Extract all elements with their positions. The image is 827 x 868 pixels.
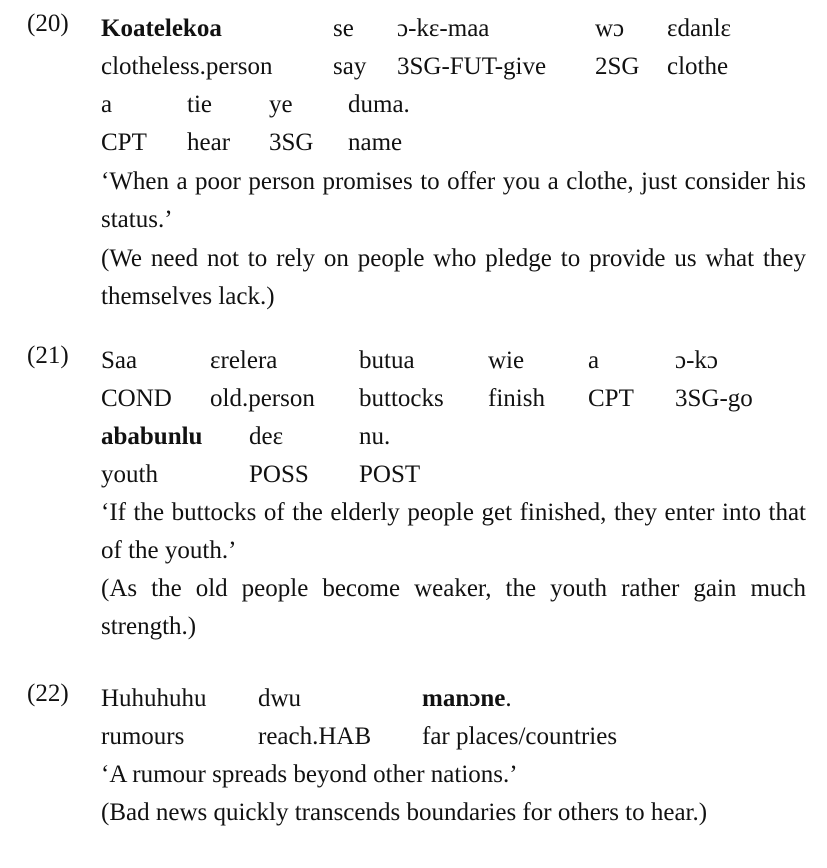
source-word: nu.: [359, 423, 391, 450]
gloss-word: POSS: [249, 461, 309, 488]
source-word: ɔ-kɔ: [675, 347, 719, 374]
gloss-word: finish: [488, 385, 545, 412]
source-word: wie: [488, 347, 525, 374]
gloss-word: CPT: [101, 129, 147, 156]
gloss-word: 2SG: [595, 53, 640, 80]
source-word-bold: ababunlu: [101, 423, 203, 450]
example-number: (22): [27, 680, 69, 707]
source-word-bold: Koatelekoa: [101, 15, 222, 42]
gloss-word: 3SG-FUT-give: [397, 53, 547, 80]
source-word: wɔ: [595, 15, 625, 42]
gloss-word: reach.HAB: [258, 723, 372, 750]
source-word: a: [101, 91, 113, 118]
source-word: Saa: [101, 347, 138, 374]
gloss-word: far places/countries: [422, 723, 618, 750]
gloss-word: clothe: [667, 53, 729, 80]
source-word: tie: [187, 91, 212, 118]
sentence-period: .: [505, 685, 512, 712]
source-word: butua: [359, 347, 415, 374]
source-word: Huhuhuhu: [101, 685, 207, 712]
source-word: a: [588, 347, 600, 374]
gloss-word: name: [348, 129, 403, 156]
explanation: (We need not to rely on people who pledge to provide us what they themselves lack.): [101, 245, 806, 310]
explanation: (As the old people become weaker, the youth rather gain much strength.): [101, 575, 806, 640]
gloss-word: 3SG: [269, 129, 314, 156]
free-translation: ‘When a poor person promises to offer you a clothe, just consider his status.’: [101, 168, 806, 233]
source-word: duma.: [348, 91, 410, 118]
source-word: ɔ-kɛ-maa: [397, 15, 490, 42]
gloss-word: 3SG-go: [675, 385, 753, 412]
explanation: (Bad news quickly transcends boundaries for others to hear.): [101, 799, 708, 826]
source-word-group: [422, 680, 512, 718]
example-number: (20): [27, 10, 69, 37]
gloss-word: clotheless.person: [101, 53, 273, 80]
gloss-word: COND: [101, 385, 172, 412]
source-word: se: [333, 15, 354, 42]
gloss-word: hear: [187, 129, 231, 156]
gloss-word: youth: [101, 461, 158, 488]
gloss-word: old.person: [210, 385, 315, 412]
gloss-word: CPT: [588, 385, 634, 412]
source-word: deɛ: [249, 423, 284, 450]
source-word: ɛdanlɛ: [667, 15, 732, 42]
example-number: (21): [27, 342, 69, 369]
gloss-word: say: [333, 53, 367, 80]
source-word: ye: [269, 91, 293, 118]
gloss-word: POST: [359, 461, 421, 488]
source-word: ɛrelera: [210, 347, 278, 374]
source-word-bold: manɔne: [422, 685, 506, 712]
free-translation: ‘A rumour spreads beyond other nations.’: [101, 761, 518, 788]
source-word: dwu: [258, 685, 302, 712]
free-translation: ‘If the buttocks of the elderly people get finished, they enter into that of the youth.’: [101, 499, 806, 564]
gloss-word: buttocks: [359, 385, 444, 412]
gloss-word: rumours: [101, 723, 185, 750]
